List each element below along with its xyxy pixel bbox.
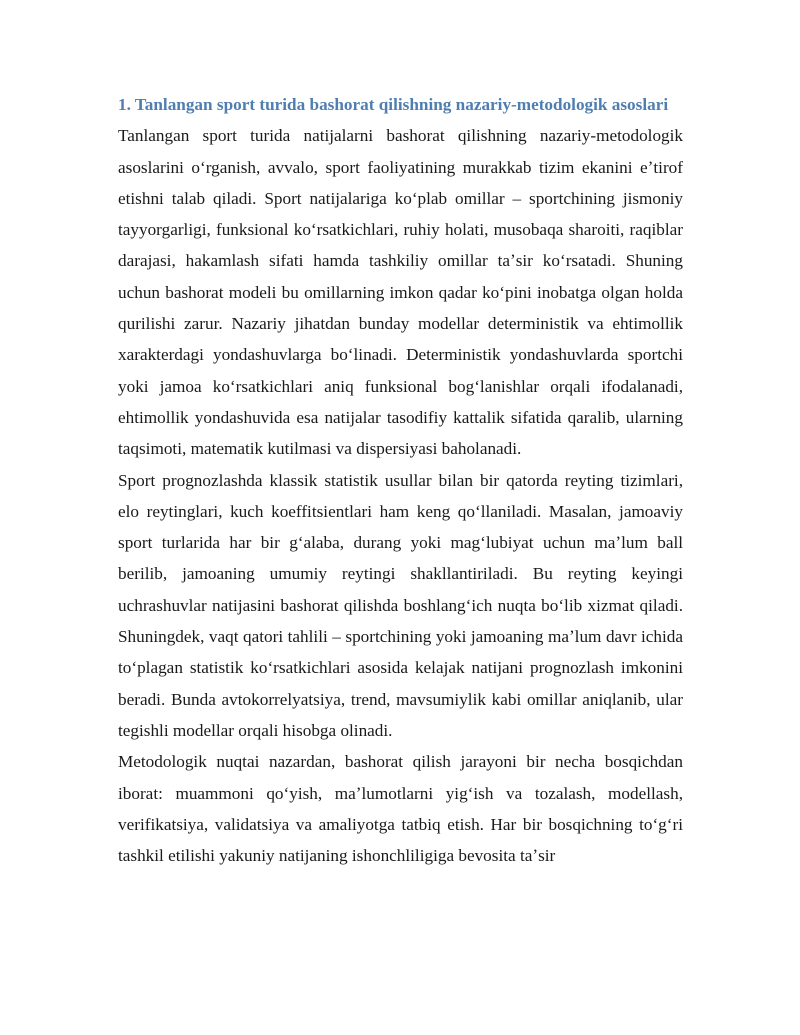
paragraph-methodology: Metodologik nuqtai nazardan, bashorat qilish jarayoni bir necha bosqichdan iborat: muammoni qoʻyish, maʼlumotlarni yigʻish va tozalash, modellash, verifikatsiya, validatsiya va amaliyotga tatbiq etish. Har bir bosqichning toʻgʻri tashkil etilishi yakuniy natijaning ishonchliligiga bevosita taʼsir — [118, 752, 683, 866]
paragraph-rating-systems: Sport prognozlashda klassik statistik usullar bilan bir qatorda reyting tizimlari, elo reytinglari, kuch koeffitsientlari ham keng qoʻllaniladi. Masalan, jamoaviy sport turlarida har bir gʻalaba, durang yoki magʻlubiyat uchun maʼlum ball berilib, jamoaning umumiy reytingi shakllantiriladi. Bu reyting keyingi uchrashuvlar natijasini bashorat qilishda boshlangʻich nuqta boʻlib xizmat qiladi. Shuningdek, vaqt qatori tahlili – sportchining yoki jamoaning maʼlum davr ichida toʻplagan statistik koʻrsatkichlari asosida kelajak natijani prognozlash imkonini beradi. Bunda avtokorrelyatsiya, trend, mavsumiylik kabi omillar aniqlanib, ular tegishli modellar orqali hisobga olinadi. — [118, 470, 683, 740]
section-heading: 1. Tanlangan sport turida bashorat qilishning nazariy-metodologik asoslari — [118, 95, 669, 114]
document-page — [118, 89, 683, 871]
paragraph-theory: Tanlangan sport turida natijalarni bashorat qilishning nazariy-metodologik asoslarini oʻrganish, avvalo, sport faoliyatining murakkab tizim ekanini eʼtirof etishni talab qiladi. Sport natijalariga koʻplab omillar – sportchining jismoniy tayyorgarligi, funksional koʻrsatkichlari, ruhiy holati, musobaqa sharoiti, raqiblar darajasi, hakamlash sifati hamda tashkiliy omillar taʼsir koʻrsatadi. Shuning uchun bashorat modeli bu omillarning imkon qadar koʻpini inobatga olgan holda qurilishi zarur. Nazariy jihatdan bunday modellar deterministik va ehtimollik xarakterdagi yondashuvlarga boʻlinadi. Deterministik yondashuvlarda sportchi yoki jamoa koʻrsatkichlari aniq funksional bogʻlanishlar orqali ifodalanadi, ehtimollik yondashuvida esa natijalar tasodifiy kattalik sifatida qaralib, ularning taqsimoti, matematik kutilmasi va dispersiyasi baholanadi. — [118, 126, 683, 459]
